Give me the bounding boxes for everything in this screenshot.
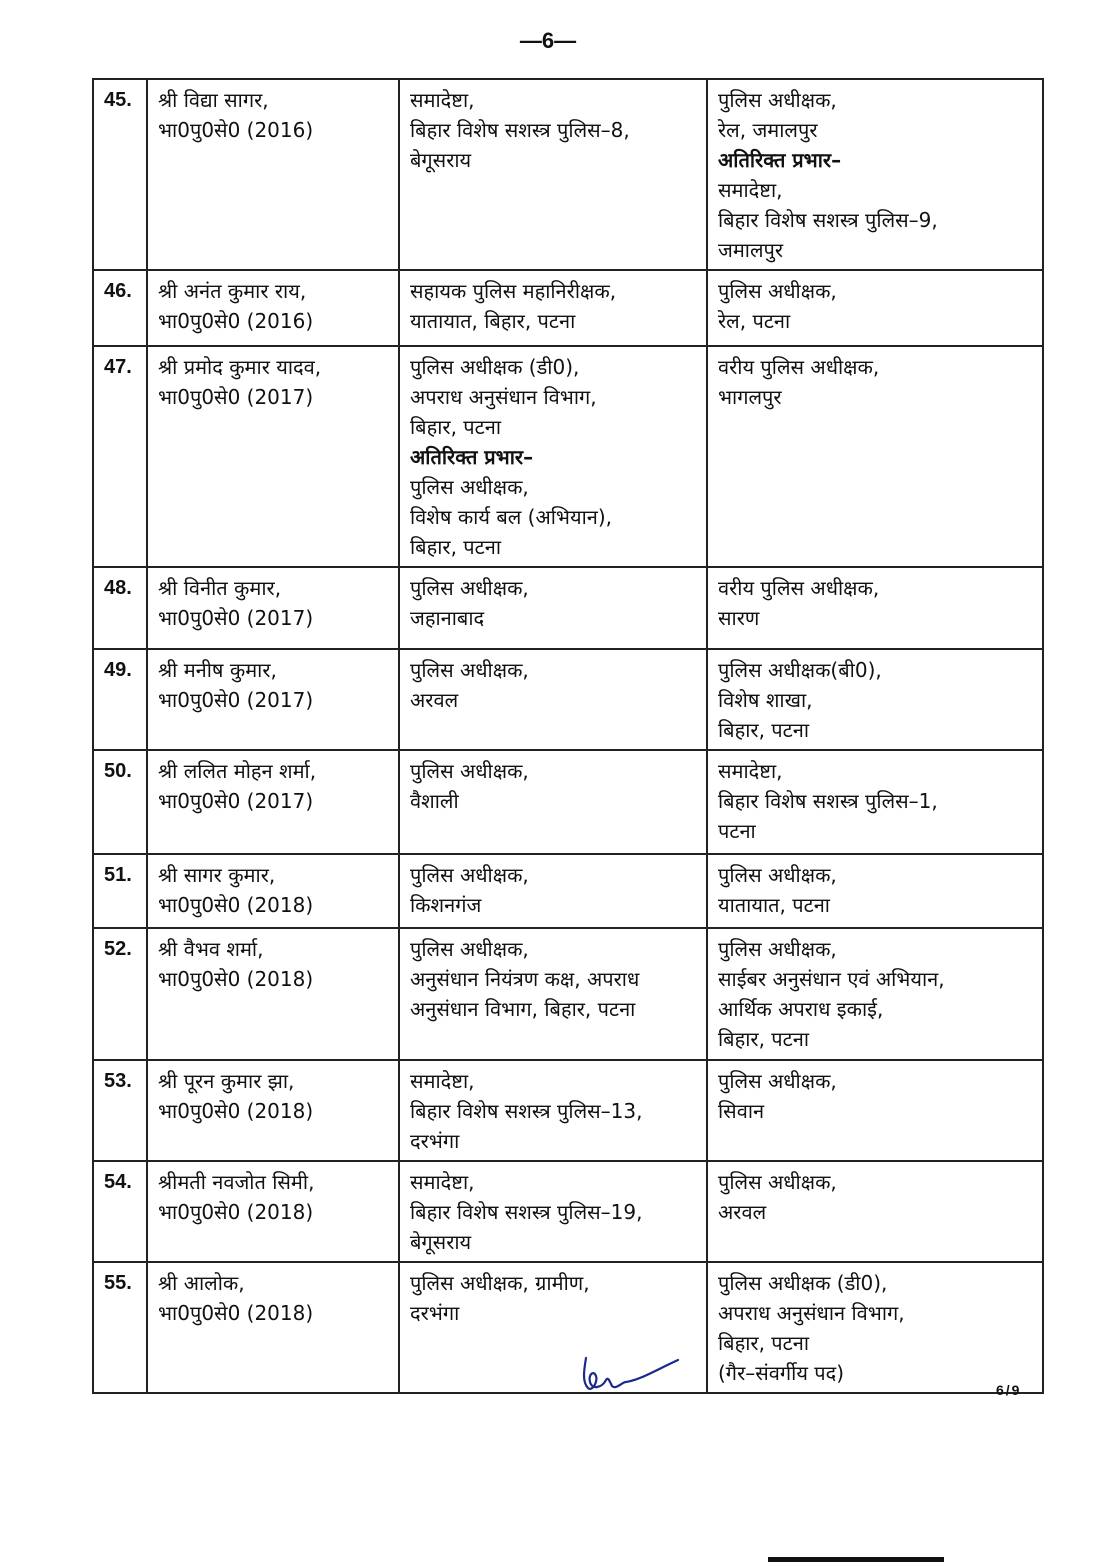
new-posting-line: सिवान bbox=[718, 1099, 765, 1123]
officer-name-line: भा0पु0से0 (2017) bbox=[158, 385, 314, 409]
new-posting-line: आर्थिक अपराध इकाई, bbox=[718, 997, 884, 1021]
current-posting-line: अरवल bbox=[410, 688, 459, 712]
officer-name-line: श्री वैभव शर्मा, bbox=[158, 937, 264, 961]
new-posting-cell bbox=[707, 567, 1043, 649]
serial-number: 50. bbox=[93, 750, 147, 854]
new-posting-line: बिहार विशेष सशस्त्र पुलिस–9, bbox=[718, 208, 938, 232]
officer-name-cell bbox=[147, 750, 399, 854]
serial-number: 49. bbox=[93, 649, 147, 750]
new-posting-line: अरवल bbox=[718, 1200, 767, 1224]
current-posting-cell bbox=[399, 649, 707, 750]
new-posting-line: (गैर–संवर्गीय पद) bbox=[718, 1361, 845, 1385]
serial-number: 55. bbox=[93, 1262, 147, 1393]
current-posting-line: बिहार विशेष सशस्त्र पुलिस–19, bbox=[410, 1200, 643, 1224]
current-posting-line: पुलिस अधीक्षक, bbox=[410, 475, 529, 499]
current-posting-line: समादेष्टा, bbox=[410, 1170, 475, 1194]
current-posting-line: किशनगंज bbox=[410, 893, 482, 917]
new-posting-line: पुलिस अधीक्षक, bbox=[718, 88, 837, 112]
table-row bbox=[93, 567, 1043, 649]
current-posting-line: यातायात, बिहार, पटना bbox=[410, 309, 576, 333]
transfer-table-body bbox=[93, 79, 1043, 1393]
new-posting-cell bbox=[707, 1161, 1043, 1262]
new-posting-line: यातायात, पटना bbox=[718, 893, 830, 917]
officer-name-cell bbox=[147, 1161, 399, 1262]
current-posting-cell bbox=[399, 79, 707, 270]
officer-name-cell bbox=[147, 567, 399, 649]
transfer-table bbox=[92, 78, 1044, 1394]
table-row bbox=[93, 649, 1043, 750]
page-count: 6/9 bbox=[996, 1382, 1022, 1398]
officer-name-line: श्री पूरन कुमार झा, bbox=[158, 1069, 295, 1093]
new-posting-line: पुलिस अधीक्षक, bbox=[718, 1069, 837, 1093]
new-posting-line: पटना bbox=[718, 819, 756, 843]
officer-name-line: भा0पु0से0 (2018) bbox=[158, 1099, 314, 1123]
current-posting-cell bbox=[399, 1161, 707, 1262]
table-row bbox=[93, 346, 1043, 567]
current-posting-cell bbox=[399, 750, 707, 854]
current-posting-cell bbox=[399, 567, 707, 649]
serial-number: 53. bbox=[93, 1060, 147, 1161]
officer-name-line: श्री विनीत कुमार, bbox=[158, 576, 282, 600]
table-row bbox=[93, 1060, 1043, 1161]
new-posting-line: बिहार विशेष सशस्त्र पुलिस–1, bbox=[718, 789, 938, 813]
new-posting-cell bbox=[707, 79, 1043, 270]
officer-name-line: भा0पु0से0 (2016) bbox=[158, 118, 314, 142]
officer-name-cell bbox=[147, 928, 399, 1060]
new-posting-cell bbox=[707, 854, 1043, 928]
new-posting-line: विशेष शाखा, bbox=[718, 688, 813, 712]
new-posting-line: सारण bbox=[718, 606, 760, 630]
current-posting-line: बिहार, पटना bbox=[410, 415, 502, 439]
current-posting-line: पुलिस अधीक्षक, bbox=[410, 658, 529, 682]
new-posting-cell bbox=[707, 270, 1043, 346]
current-posting-line: बेगूसराय bbox=[410, 1230, 472, 1254]
officer-name-cell bbox=[147, 270, 399, 346]
new-posting-line: समादेष्टा, bbox=[718, 759, 783, 783]
page-number-header: —6— bbox=[519, 28, 577, 53]
new-posting-line: बिहार, पटना bbox=[718, 718, 810, 742]
current-posting-line: समादेष्टा, bbox=[410, 88, 475, 112]
officer-name-cell bbox=[147, 346, 399, 567]
current-posting-line: जहानाबाद bbox=[410, 606, 485, 630]
officer-name-line: भा0पु0से0 (2018) bbox=[158, 893, 314, 917]
current-posting-line: वैशाली bbox=[410, 789, 459, 813]
new-posting-line: अतिरिक्त प्रभार– bbox=[718, 148, 842, 172]
current-posting-line: बिहार, पटना bbox=[410, 535, 502, 559]
officer-name-line: श्री सागर कुमार, bbox=[158, 863, 276, 887]
new-posting-line: जमालपुर bbox=[718, 238, 784, 262]
officer-name-line: भा0पु0से0 (2017) bbox=[158, 606, 314, 630]
table-row bbox=[93, 854, 1043, 928]
table-row bbox=[93, 270, 1043, 346]
new-posting-cell bbox=[707, 928, 1043, 1060]
new-posting-line: पुलिस अधीक्षक (डी0), bbox=[718, 1271, 888, 1295]
current-posting-line: दरभंगा bbox=[410, 1301, 460, 1325]
current-posting-line: समादेष्टा, bbox=[410, 1069, 475, 1093]
new-posting-line: पुलिस अधीक्षक, bbox=[718, 863, 837, 887]
officer-name-line: भा0पु0से0 (2018) bbox=[158, 1200, 314, 1224]
table-row bbox=[93, 928, 1043, 1060]
officer-name-line: भा0पु0से0 (2018) bbox=[158, 967, 314, 991]
officer-name-line: भा0पु0से0 (2017) bbox=[158, 688, 314, 712]
current-posting-line: पुलिस अधीक्षक, bbox=[410, 759, 529, 783]
officer-name-line: श्री ललित मोहन शर्मा, bbox=[158, 759, 317, 783]
current-posting-line: पुलिस अधीक्षक, bbox=[410, 937, 529, 961]
current-posting-line: पुलिस अधीक्षक, bbox=[410, 863, 529, 887]
new-posting-cell bbox=[707, 1060, 1043, 1161]
officer-name-line: श्री प्रमोद कुमार यादव, bbox=[158, 355, 322, 379]
serial-number: 52. bbox=[93, 928, 147, 1060]
table-row bbox=[93, 750, 1043, 854]
officer-name-line: श्री अनंत कुमार राय, bbox=[158, 279, 307, 303]
current-posting-cell bbox=[399, 854, 707, 928]
serial-number: 48. bbox=[93, 567, 147, 649]
officer-name-line: श्री विद्या सागर, bbox=[158, 88, 269, 112]
new-posting-cell bbox=[707, 750, 1043, 854]
signature-stroke bbox=[584, 1358, 678, 1389]
serial-number: 46. bbox=[93, 270, 147, 346]
new-posting-line: साईबर अनुसंधान एवं अभियान, bbox=[718, 967, 945, 991]
current-posting-line: अपराध अनुसंधान विभाग, bbox=[410, 385, 597, 409]
officer-name-cell bbox=[147, 1262, 399, 1393]
officer-name-line: भा0पु0से0 (2018) bbox=[158, 1301, 314, 1325]
current-posting-line: पुलिस अधीक्षक, bbox=[410, 576, 529, 600]
current-posting-line: सहायक पुलिस महानिरीक्षक, bbox=[410, 279, 617, 303]
new-posting-line: समादेष्टा, bbox=[718, 178, 783, 202]
current-posting-cell bbox=[399, 346, 707, 567]
current-posting-line: बिहार विशेष सशस्त्र पुलिस–13, bbox=[410, 1099, 643, 1123]
serial-number: 45. bbox=[93, 79, 147, 270]
new-posting-line: पुलिस अधीक्षक(बी0), bbox=[718, 658, 882, 682]
officer-name-line: श्रीमती नवजोत सिमी, bbox=[158, 1170, 315, 1194]
current-posting-line: पुलिस अधीक्षक (डी0), bbox=[410, 355, 580, 379]
new-posting-line: बिहार, पटना bbox=[718, 1027, 810, 1051]
current-posting-cell bbox=[399, 928, 707, 1060]
new-posting-line: पुलिस अधीक्षक, bbox=[718, 279, 837, 303]
current-posting-line: दरभंगा bbox=[410, 1129, 460, 1153]
new-posting-cell bbox=[707, 1262, 1043, 1393]
officer-name-line: श्री आलोक, bbox=[158, 1271, 245, 1295]
current-posting-cell bbox=[399, 270, 707, 346]
officer-name-line: भा0पु0से0 (2017) bbox=[158, 789, 314, 813]
serial-number: 47. bbox=[93, 346, 147, 567]
current-posting-line: अतिरिक्त प्रभार– bbox=[410, 445, 534, 469]
officer-name-cell bbox=[147, 1060, 399, 1161]
current-posting-line: पुलिस अधीक्षक, ग्रामीण, bbox=[410, 1271, 590, 1295]
current-posting-line: बिहार विशेष सशस्त्र पुलिस–8, bbox=[410, 118, 630, 142]
current-posting-line: बेगूसराय bbox=[410, 148, 472, 172]
new-posting-line: पुलिस अधीक्षक, bbox=[718, 1170, 837, 1194]
table-row bbox=[93, 1161, 1043, 1262]
new-posting-line: पुलिस अधीक्षक, bbox=[718, 937, 837, 961]
new-posting-line: बिहार, पटना bbox=[718, 1331, 810, 1355]
current-posting-line: अनुसंधान नियंत्रण कक्ष, अपराध bbox=[410, 967, 640, 991]
officer-name-cell bbox=[147, 79, 399, 270]
current-posting-cell bbox=[399, 1060, 707, 1161]
bottom-rule bbox=[768, 1557, 944, 1562]
new-posting-line: रेल, जमालपुर bbox=[718, 118, 818, 142]
officer-name-cell bbox=[147, 649, 399, 750]
table-row bbox=[93, 79, 1043, 270]
signature-image bbox=[574, 1352, 684, 1396]
officer-name-line: भा0पु0से0 (2016) bbox=[158, 309, 314, 333]
new-posting-line: वरीय पुलिस अधीक्षक, bbox=[718, 355, 880, 379]
current-posting-line: अनुसंधान विभाग, बिहार, पटना bbox=[410, 997, 636, 1021]
serial-number: 54. bbox=[93, 1161, 147, 1262]
officer-name-line: श्री मनीष कुमार, bbox=[158, 658, 277, 682]
new-posting-line: भागलपुर bbox=[718, 385, 782, 409]
table-row bbox=[93, 1262, 1043, 1393]
current-posting-line: विशेष कार्य बल (अभियान), bbox=[410, 505, 613, 529]
new-posting-line: वरीय पुलिस अधीक्षक, bbox=[718, 576, 880, 600]
serial-number: 51. bbox=[93, 854, 147, 928]
new-posting-line: रेल, पटना bbox=[718, 309, 791, 333]
new-posting-cell bbox=[707, 346, 1043, 567]
officer-name-cell bbox=[147, 854, 399, 928]
new-posting-line: अपराध अनुसंधान विभाग, bbox=[718, 1301, 905, 1325]
new-posting-cell bbox=[707, 649, 1043, 750]
